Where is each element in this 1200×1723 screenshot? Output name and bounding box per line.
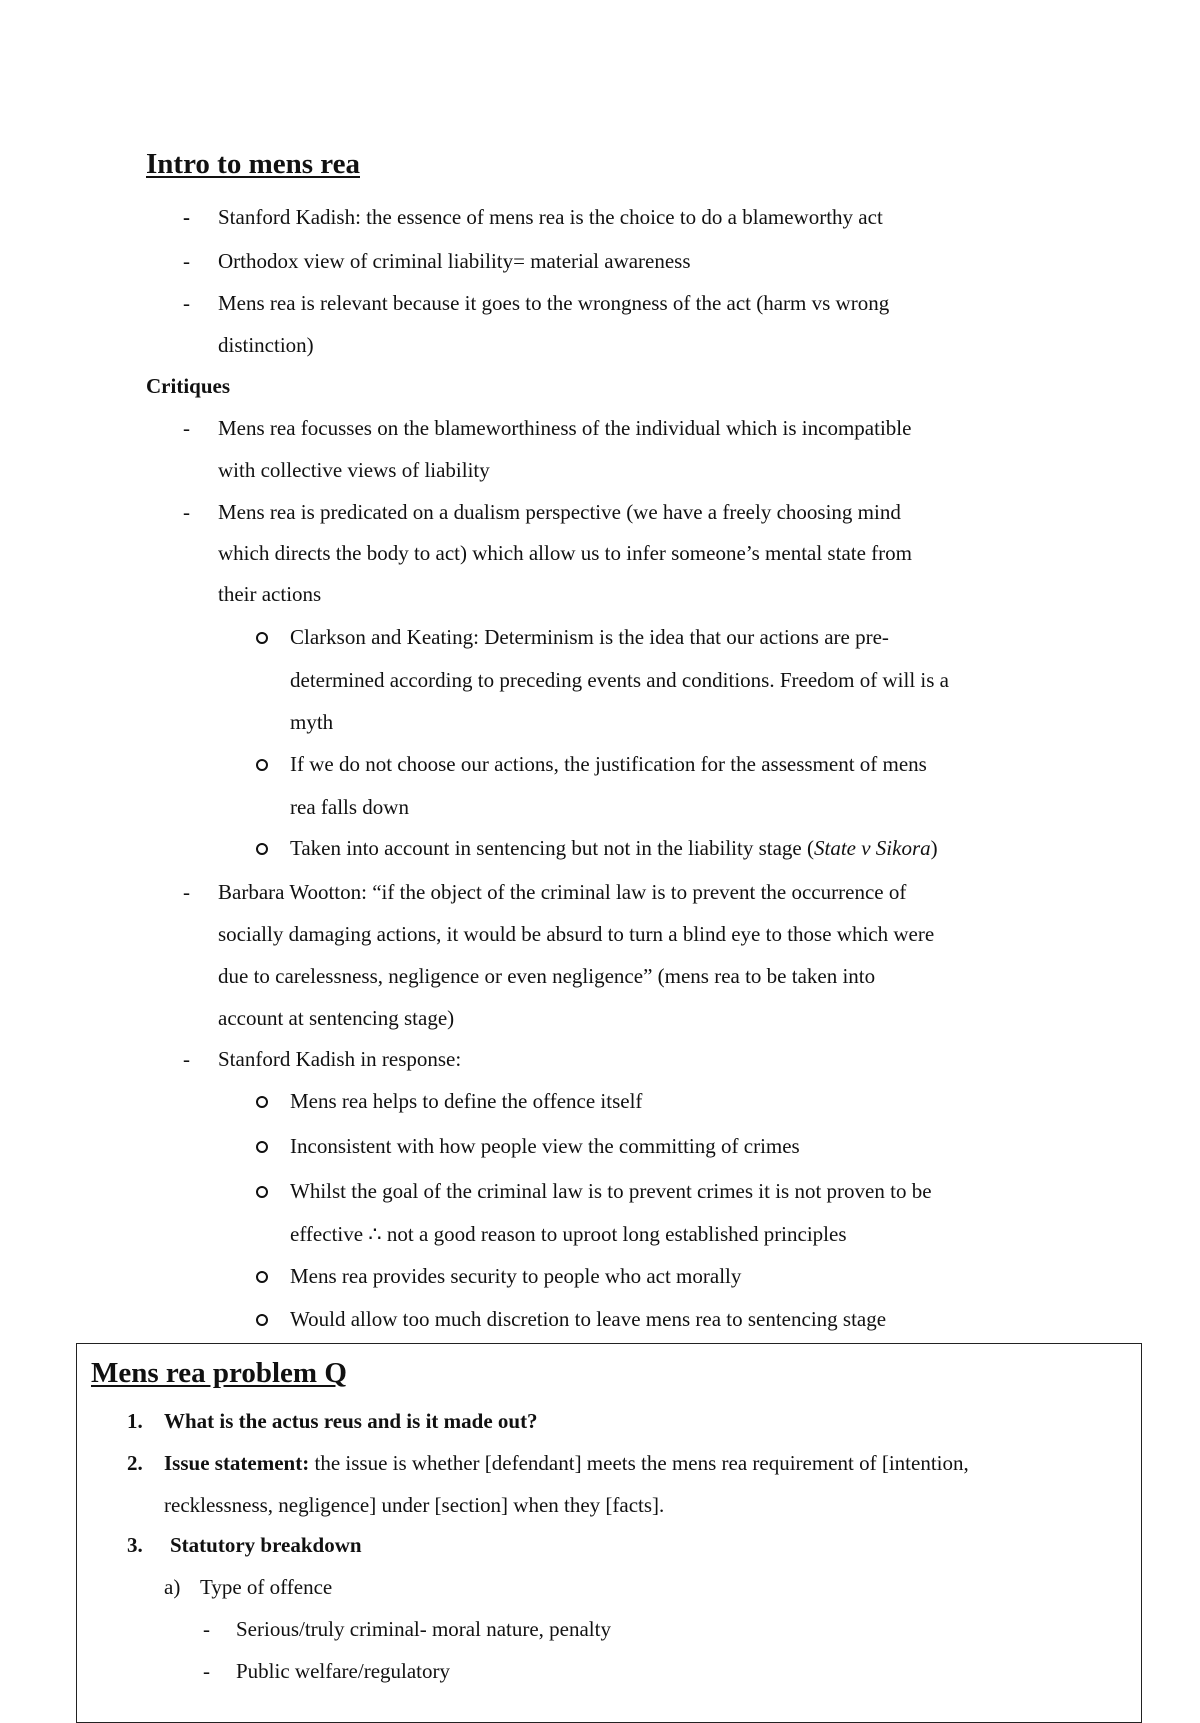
list-item-continuation: due to carelessness, negligence or even negligence” (mens rea to be taken into [218, 964, 876, 988]
circle-bullet-icon [256, 1186, 268, 1198]
list-item: Orthodox view of criminal liability= material awareness [218, 249, 691, 273]
circle-bullet-icon [256, 1314, 268, 1326]
sub-step-text: Type of offence [200, 1575, 333, 1599]
closing-paren: ) [930, 836, 938, 860]
circle-bullet-icon [256, 1141, 268, 1153]
list-item-continuation: distinction) [218, 333, 314, 357]
list-item-continuation: which directs the body to act) which allow us to infer someone’s mental state from [218, 541, 912, 565]
circle-bullet-icon [256, 632, 268, 644]
list-item: Public welfare/regulatory [236, 1659, 450, 1683]
sub-list-item: Whilst the goal of the criminal law is to prevent crimes it is not proven to be [290, 1179, 932, 1203]
step-text-continuation: recklessness, negligence] under [section] when they [facts]. [164, 1493, 665, 1517]
sub-list-item: Would allow too much discretion to leave mens rea to sentencing stage [290, 1307, 887, 1331]
circle-bullet-icon [256, 843, 268, 855]
sub-list-item-continuation: myth [290, 710, 334, 734]
list-item-continuation: their actions [218, 582, 322, 606]
list-item: Mens rea is relevant because it goes to the wrongness of the act (harm vs wrong [218, 291, 890, 315]
dash-bullet: - [183, 500, 190, 524]
list-item: Stanford Kadish in response: [218, 1047, 462, 1071]
dash-bullet: - [203, 1617, 210, 1641]
sub-step-label: a) [164, 1575, 181, 1599]
circle-bullet-icon [256, 1096, 268, 1108]
step-number: 2. [127, 1451, 143, 1475]
list-item: Barbara Wootton: “if the object of the criminal law is to prevent the occurrence of [218, 880, 907, 904]
step-number: 1. [127, 1409, 143, 1433]
list-item-continuation: socially damaging actions, it would be absurd to turn a blind eye to those which were [218, 922, 935, 946]
list-item-continuation: with collective views of liability [218, 458, 490, 482]
section-title-problem: Mens rea problem Q [91, 1357, 347, 1389]
list-item: Mens rea focusses on the blameworthiness of the individual which is incompatible [218, 416, 912, 440]
sub-list-item: Mens rea provides security to people who act morally [290, 1264, 742, 1288]
step-text [164, 1451, 969, 1475]
case-name: State v Sikora [814, 836, 931, 860]
step-text: What is the actus reus and is it made out? [164, 1409, 538, 1433]
section-title-intro: Intro to mens rea [146, 148, 360, 180]
sub-list-item-continuation: effective ∴ not a good reason to uproot long established principles [290, 1222, 847, 1246]
list-item: Stanford Kadish: the essence of mens rea is the choice to do a blameworthy act [218, 205, 883, 229]
sub-list-item-continuation: rea falls down [290, 795, 409, 819]
critiques-heading: Critiques [146, 374, 230, 398]
sub-list-item-continuation: determined according to preceding events and conditions. Freedom of will is a [290, 668, 949, 692]
dash-bullet: - [183, 1047, 190, 1071]
dash-bullet: - [183, 416, 190, 440]
list-item: Mens rea is predicated on a dualism perspective (we have a freely choosing mind [218, 500, 901, 524]
sentencing-text: Taken into account in sentencing but not in the liability stage ( [290, 836, 814, 860]
list-item-continuation: account at sentencing stage) [218, 1006, 455, 1030]
sub-list-item [290, 836, 938, 860]
step-number: 3. [127, 1533, 143, 1557]
circle-bullet-icon [256, 1271, 268, 1283]
step-body: the issue is whether [defendant] meets the mens rea requirement of [intention, [309, 1451, 969, 1475]
dash-bullet: - [203, 1659, 210, 1683]
sub-list-item: If we do not choose our actions, the justification for the assessment of mens [290, 752, 927, 776]
sub-list-item: Clarkson and Keating: Determinism is the idea that our actions are pre- [290, 625, 889, 649]
dash-bullet: - [183, 249, 190, 273]
circle-bullet-icon [256, 759, 268, 771]
step-label: Issue statement: [164, 1451, 310, 1475]
dash-bullet: - [183, 205, 190, 229]
list-item: Serious/truly criminal- moral nature, penalty [236, 1617, 611, 1641]
sub-list-item: Mens rea helps to define the offence itself [290, 1089, 643, 1113]
step-text: Statutory breakdown [170, 1533, 362, 1557]
dash-bullet: - [183, 880, 190, 904]
dash-bullet: - [183, 291, 190, 315]
sub-list-item: Inconsistent with how people view the committing of crimes [290, 1134, 800, 1158]
